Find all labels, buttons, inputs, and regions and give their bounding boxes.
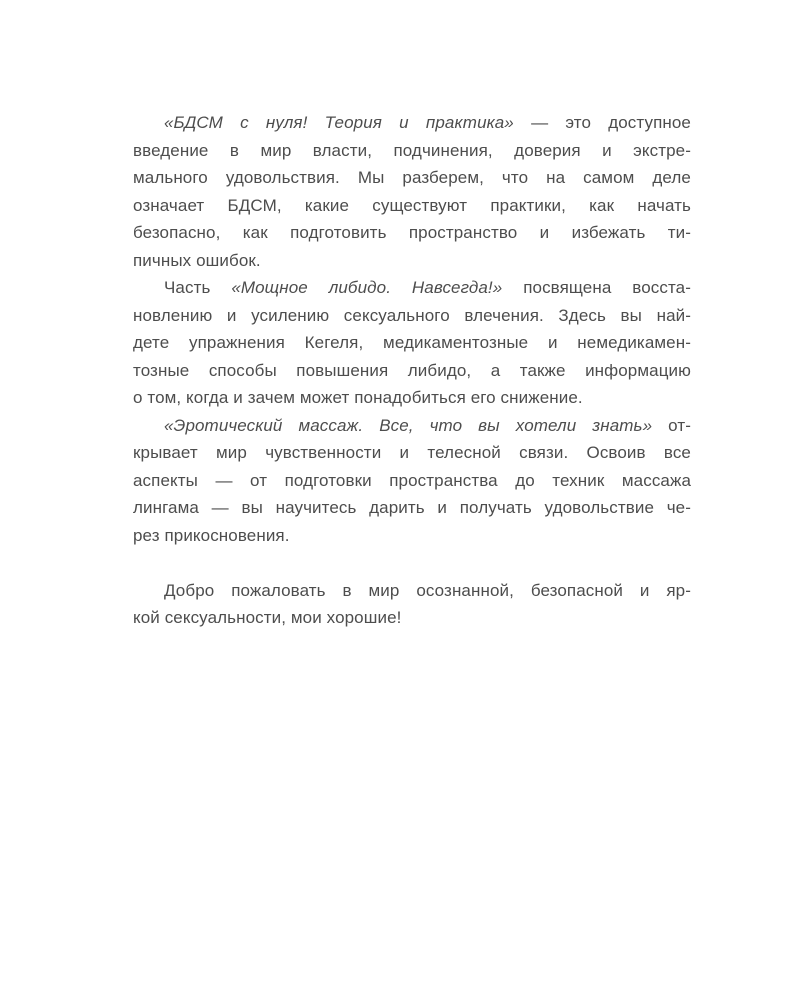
text-segment: аспекты — от подготовки пространства до техник массажа (133, 470, 691, 490)
book-title-italic-segment: «БДСМ с нуля! Теория и практика» (164, 113, 514, 132)
text-line (133, 439, 691, 467)
text-segment: тозные способы повышения либидо, а также информацию (133, 360, 691, 380)
text-line (133, 219, 691, 247)
text-line (133, 247, 691, 275)
book-title-italic-segment: «Эротический массаж. Все, что вы хотели знать» (164, 415, 653, 435)
text-line (133, 604, 691, 632)
text-segment: мального удовольствия. Мы разберем, что на самом деле (133, 168, 691, 187)
text-line (133, 467, 691, 495)
text-segment: введение в мир власти, подчинения, доверия и экстре- (133, 140, 691, 160)
text-line (133, 494, 691, 522)
paragraph-massage (133, 412, 691, 550)
book-title-italic-segment: «Мощное либидо. Навсегда!» (231, 278, 503, 297)
paragraph-welcome (133, 577, 691, 632)
paragraph-bdsm-intro (133, 109, 691, 274)
text-segment: от- (652, 415, 691, 435)
text-line (133, 522, 691, 550)
text-segment: означает БДСМ, какие существуют практики, как начать (133, 195, 691, 215)
book-page-text-block (133, 109, 691, 632)
text-segment: лингама — вы научитесь дарить и получать удовольствие че- (133, 498, 691, 517)
text-segment: пичных ошибок. (133, 250, 261, 270)
text-line (133, 302, 691, 330)
text-line (133, 109, 691, 137)
text-line (133, 192, 691, 220)
text-line (133, 357, 691, 385)
text-segment: кой сексуальности, мои хорошие! (133, 608, 402, 627)
text-segment: рез прикосновения. (133, 525, 290, 545)
text-segment: новлению и усилению сексуального влечения. Здесь вы най- (133, 305, 691, 325)
text-segment: о том, когда и зачем может понадобиться его снижение. (133, 388, 583, 407)
text-segment: безопасно, как подготовить пространство и избежать ти- (133, 223, 691, 242)
text-segment: — это доступное (513, 113, 691, 132)
text-segment: крывает мир чувственности и телесной связи. Освоив все (133, 443, 691, 462)
text-line (133, 274, 691, 302)
text-segment: Часть (164, 278, 232, 297)
text-line (133, 137, 691, 165)
text-segment: посвящена восста- (502, 278, 691, 297)
text-line (133, 412, 691, 440)
paragraph-libido (133, 274, 691, 412)
text-line (133, 329, 691, 357)
text-line (133, 384, 691, 412)
text-segment: дете упражнения Кегеля, медикаментозные и немедикамен- (133, 333, 691, 352)
text-segment: Добро пожаловать в мир осознанной, безопасной и яр- (164, 580, 691, 600)
text-line (133, 577, 691, 605)
text-line (133, 164, 691, 192)
